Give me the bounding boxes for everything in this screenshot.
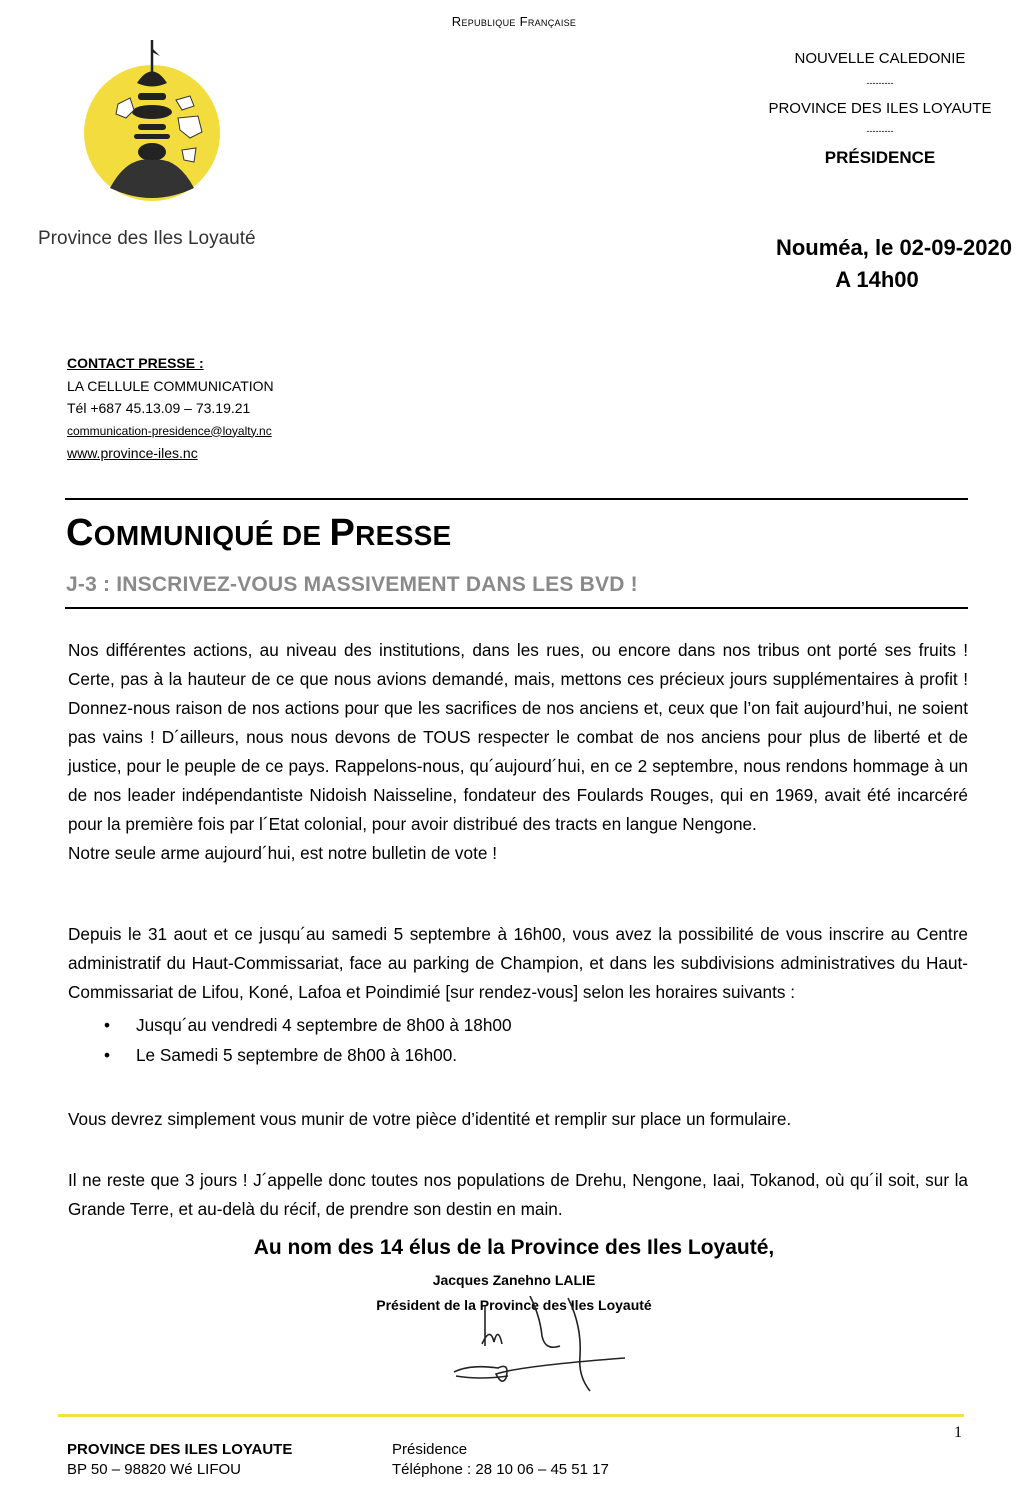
separator: --------- — [866, 78, 894, 88]
body-paragraph: Il ne reste que 3 jours ! J´appelle donc toutes nos populations de Drehu, Nengone, Iaai, Tokanod, où qu´il soit, sur la Grande Terre, et au-delà du récif, de prendre son destin en main. — [68, 1170, 968, 1219]
signatory-name: Jacques Zanehno LALIE — [432, 1272, 596, 1288]
press-release-title: COMMUNIQUÉ DE PRESSE — [66, 512, 452, 554]
date-line: Nouméa, le 02-09-2020 — [775, 235, 1012, 260]
page-number: 1 — [954, 1424, 962, 1441]
footer-bp: BP 50 – 98820 Wé LIFOU — [67, 1461, 241, 1478]
province-logo — [82, 38, 222, 208]
press-release-subtitle: J-3 : INSCRIVEZ-VOUS MASSIVEMENT DANS LES BVD ! — [66, 573, 638, 596]
date-block — [740, 232, 1012, 296]
list-item: • Le Samedi 5 septembre de 8h00 à 16h00. — [104, 1041, 512, 1071]
contact-email-link[interactable]: communication-presidence@loyalty.nc — [67, 423, 272, 438]
body-paragraph: Vous devrez simplement vous munir de votre pièce d’identité et remplir sur place un formulaire. — [68, 1109, 792, 1129]
footer-org: PROVINCE DES ILES LOYAUTE — [67, 1441, 293, 1458]
footer-contact — [392, 1440, 609, 1480]
list-item: • Jusqu´au vendredi 4 septembre de 8h00 à 18h00 — [104, 1011, 512, 1041]
handwritten-signature — [450, 1296, 640, 1396]
signature-heading: Au nom des 14 élus de la Province des Iles Loyauté, — [253, 1236, 775, 1259]
nouvelle-caledonie-label: NOUVELLE CALEDONIE — [794, 50, 966, 67]
logo-caption: Province des Iles Loyauté — [38, 228, 256, 249]
contact-website-link[interactable]: www.province-iles.nc — [67, 445, 198, 461]
footer-address — [67, 1440, 292, 1480]
republique-header: Republique Française — [451, 14, 577, 29]
divider — [65, 498, 968, 500]
body-paragraph: Depuis le 31 aout et ce jusqu´au samedi 5 septembre à 16h00, vous avez la possibilité de vous inscrire au Centre administratif du Haut-Commissariat, face au parking de Champion, et dans les subdivisions administratives du Haut-Commissariat de Lifou, Koné, Lafoa et Poindimié [sur rendez-vous] selon les horaires suivants : — [68, 924, 968, 1002]
schedule-list — [104, 1011, 512, 1070]
press-contact — [67, 352, 274, 465]
divider — [65, 607, 968, 609]
time-line: A 14h00 — [835, 267, 919, 292]
footer-phone: Téléphone : 28 10 06 – 45 51 17 — [392, 1461, 609, 1478]
body-paragraph: Nos différentes actions, au niveau des institutions, dans les rues, ou encore dans nos tribus ont porté ses fruits ! Certe, pas à la hauteur de ce que nous avions demandé, mais, mettons ces précieux jours supplémentaires à profit ! Donnez-nous raison de nos actions pour que les sacrifices de nos anciens et, ceux que l’on fait aujourd’hui, ne soient pas vains ! D´ailleurs, nous nous devons de TOUS respecter le combat de nos anciens pour plus de liberté et de justice, pour le peuple de ce pays. Rappelons-nous, qu´aujourd´hui, en ce 2 septembre, nous rendons hommage à un de nos leader indépendantiste Nidoish Naisseline, fondateur des Foulards Rouges, qui en 1969, avait été incarcéré pour la première fois par l´Etat colonial, pour avoir distribué des tracts en langue Nengone. Notre seule arme aujourd´hui, est notre bulletin de vote ! — [68, 640, 968, 863]
contact-phone: Tél +687 45.13.09 – 73.19.21 — [67, 400, 251, 416]
footer-accent-line — [58, 1414, 964, 1417]
contact-title: CONTACT PRESSE : — [67, 355, 204, 371]
footer-dept: Présidence — [392, 1441, 468, 1458]
province-label: PROVINCE DES ILES LOYAUTE — [768, 100, 992, 117]
contact-team: LA CELLULE COMMUNICATION — [67, 377, 274, 394]
separator: --------- — [866, 126, 894, 136]
signatory-role: Président de la Province des Iles Loyauté — [376, 1297, 652, 1313]
presidence-label: PRÉSIDENCE — [824, 148, 936, 167]
